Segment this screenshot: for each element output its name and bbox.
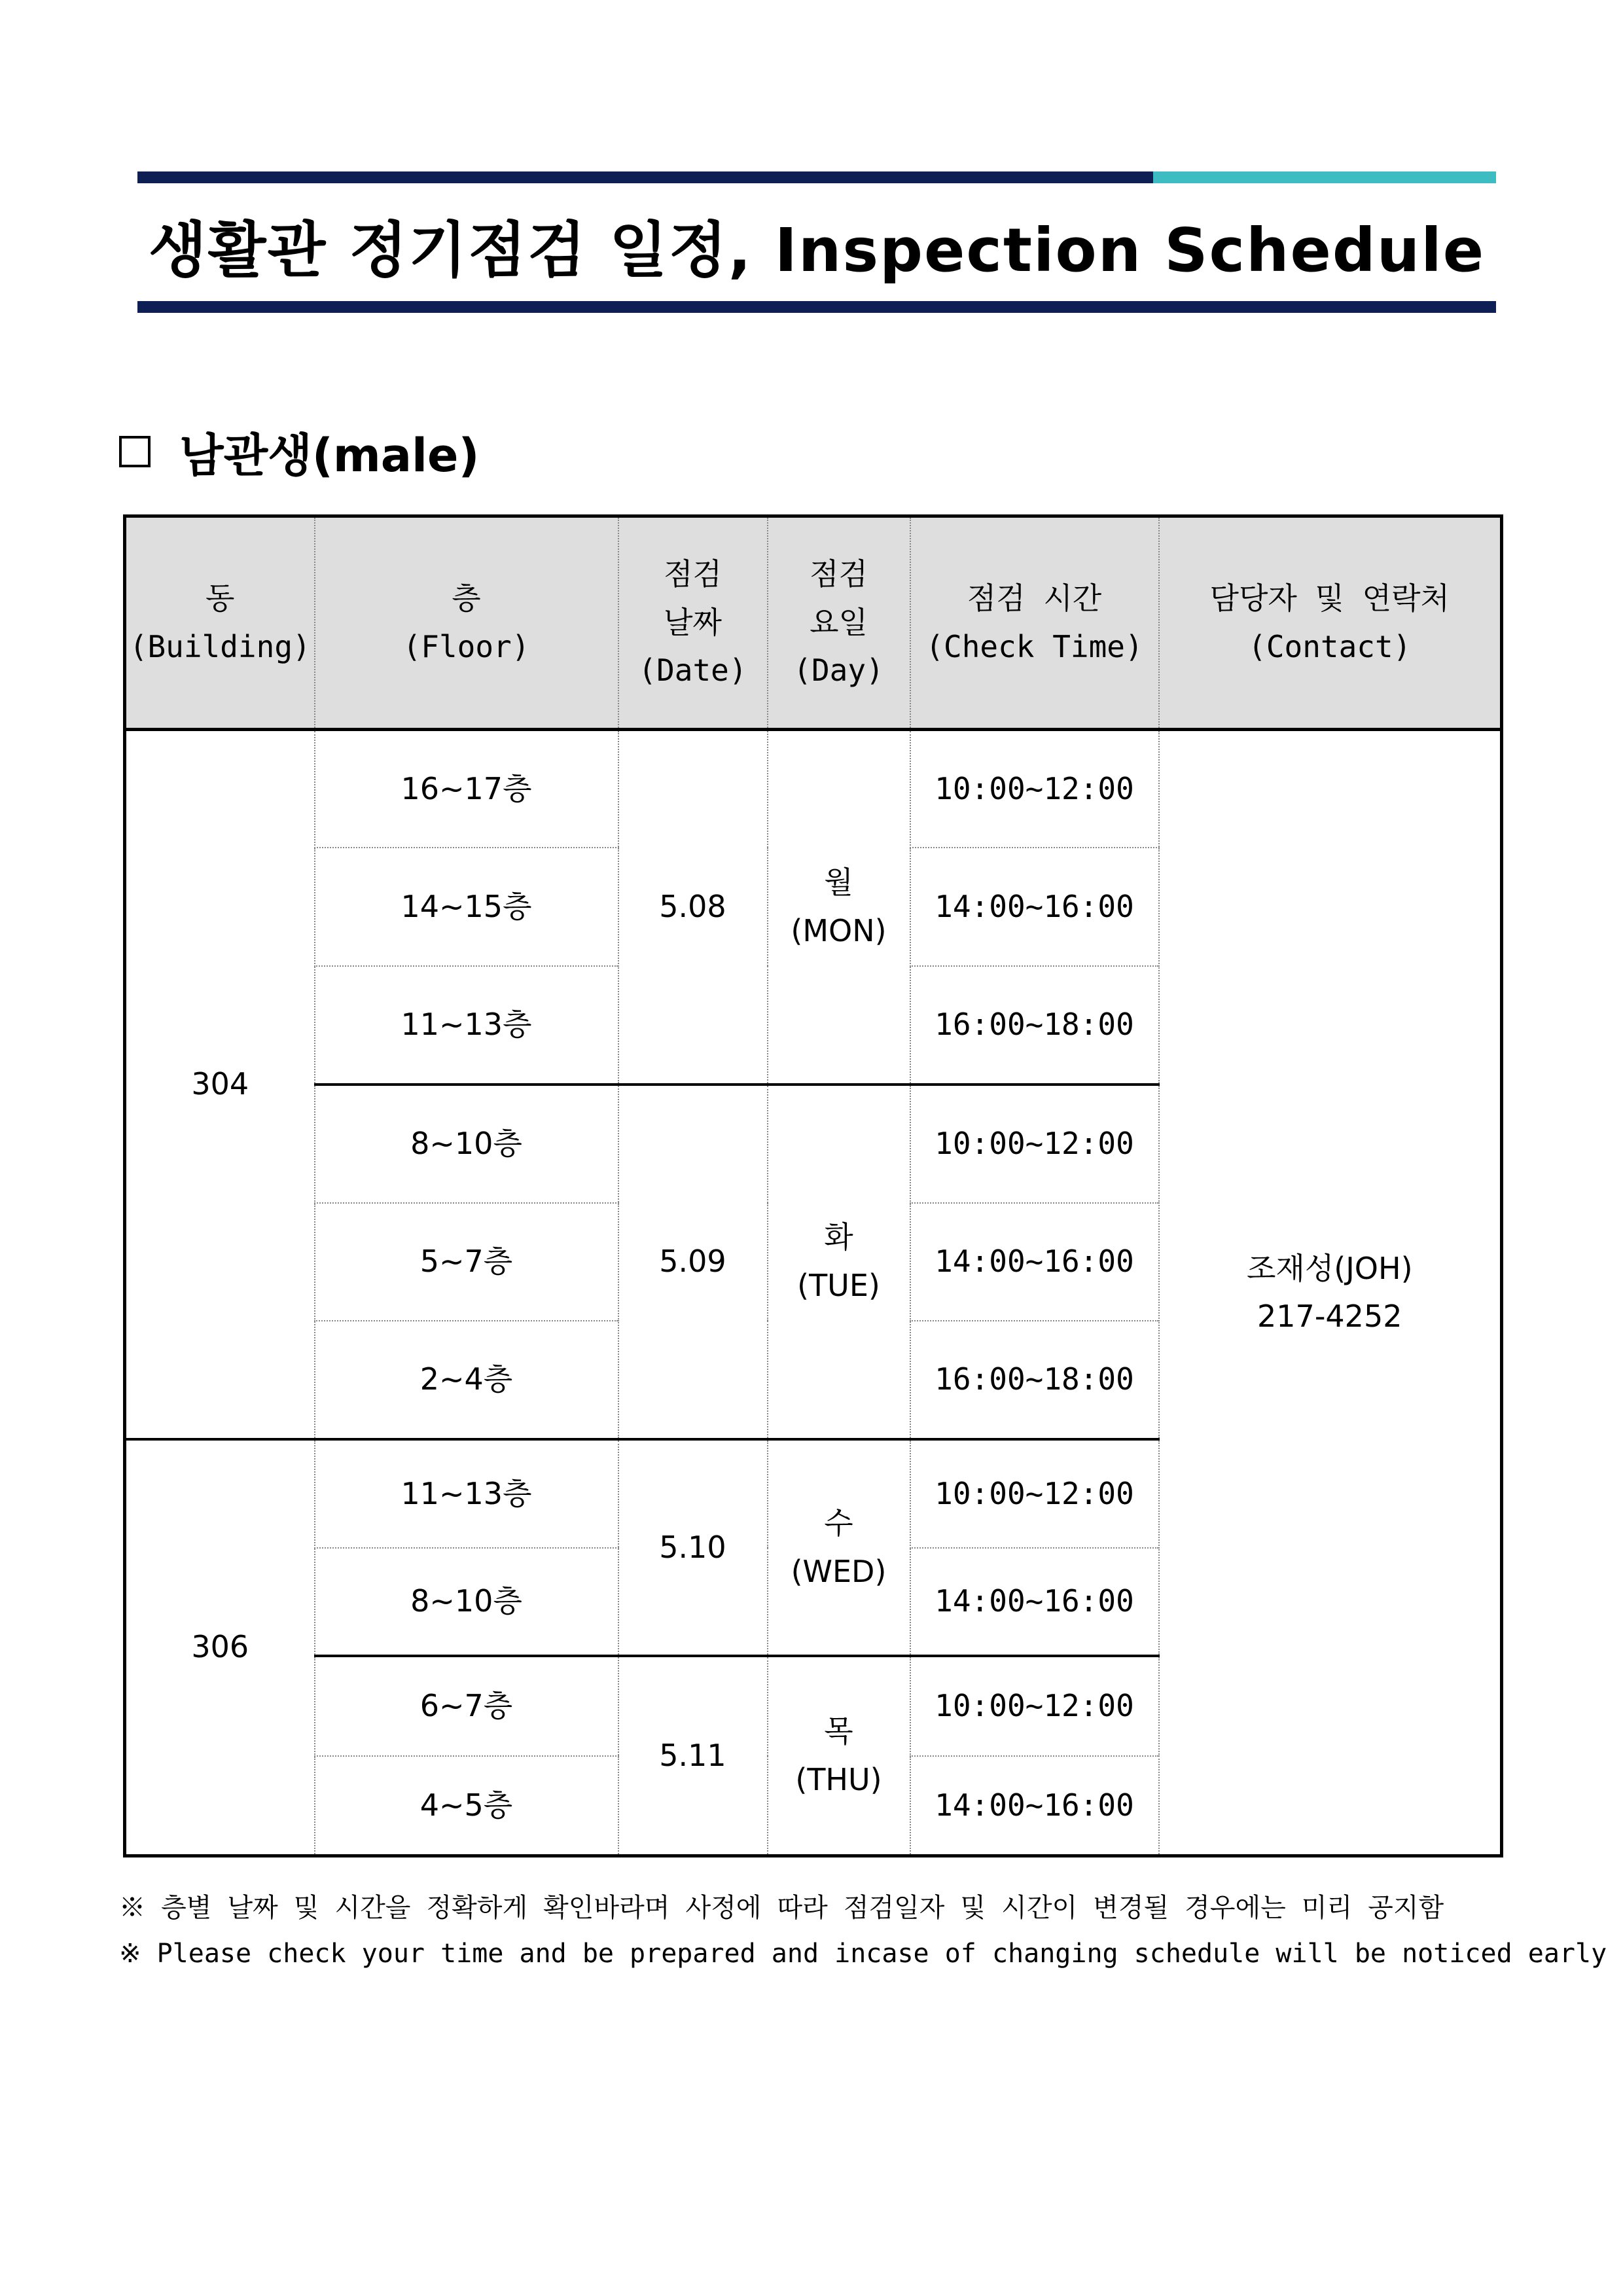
building-cell: 304	[125, 730, 315, 1439]
header-contact: 담당자 및 연락처 (Contact)	[1159, 516, 1502, 730]
time-cell: 14:00~16:00	[910, 1756, 1159, 1856]
time-cell: 10:00~12:00	[910, 730, 1159, 848]
time-cell: 16:00~18:00	[910, 966, 1159, 1085]
time-cell: 10:00~12:00	[910, 1656, 1159, 1756]
table-row	[125, 730, 1502, 848]
header-date: 점검 날짜 (Date)	[618, 516, 768, 730]
date-cell: 5.08	[618, 730, 768, 1085]
floor-cell: 11~13층	[315, 966, 618, 1085]
floor-cell: 2~4층	[315, 1321, 618, 1439]
top-rule-navy	[137, 171, 1153, 183]
top-rule-teal	[1153, 171, 1496, 183]
floor-cell: 5~7층	[315, 1203, 618, 1321]
section-heading	[119, 419, 480, 484]
footnote-korean: ※ 층별 날짜 및 시간을 정확하게 확인바라며 사정에 따라 점검일자 및 시간이 변경될 경우에는 미리 공지함	[119, 1893, 1444, 1923]
date-cell: 5.11	[618, 1656, 768, 1856]
footnote-english: ※ Please check your time and be prepared and incase of changing schedule will be noticed early	[119, 1939, 1607, 1969]
contact-cell	[1159, 730, 1502, 1856]
header-day: 점검 요일 (Day)	[768, 516, 910, 730]
date-cell: 5.10	[618, 1439, 768, 1656]
header-check-time: 점검 시간 (Check Time)	[910, 516, 1159, 730]
footnotes	[119, 1885, 1607, 1977]
title-top-rule	[137, 171, 1496, 183]
floor-cell: 11~13층	[315, 1439, 618, 1548]
time-cell: 10:00~12:00	[910, 1439, 1159, 1548]
floor-cell: 14~15층	[315, 848, 618, 966]
floor-cell: 16~17층	[315, 730, 618, 848]
section-label: 남관생(male)	[179, 428, 480, 482]
floor-cell: 4~5층	[315, 1756, 618, 1856]
page-title: 생활관 정기점검 일정, Inspection Schedule	[148, 215, 1486, 285]
title-bottom-rule	[137, 301, 1496, 313]
time-cell: 14:00~16:00	[910, 1548, 1159, 1657]
time-cell: 14:00~16:00	[910, 1203, 1159, 1321]
day-cell: 수 (WED)	[768, 1439, 910, 1656]
empty-square-icon	[119, 436, 151, 467]
building-cell: 306	[191, 1629, 249, 1665]
header-floor: 층 (Floor)	[315, 516, 618, 730]
floor-cell: 8~10층	[315, 1085, 618, 1203]
table-header-row	[125, 516, 1502, 730]
day-cell: 목 (THU)	[768, 1656, 910, 1856]
inspection-schedule-table	[123, 514, 1503, 1857]
floor-cell: 6~7층	[315, 1656, 618, 1756]
date-cell: 5.09	[618, 1085, 768, 1439]
day-cell: 월 (MON)	[768, 730, 910, 1085]
header-building: 동 (Building)	[125, 516, 315, 730]
day-cell: 화 (TUE)	[768, 1085, 910, 1439]
contact-phone: 217-4252	[1257, 1299, 1402, 1335]
contact-name: 조재성(JOH)	[1246, 1250, 1413, 1286]
time-cell: 10:00~12:00	[910, 1085, 1159, 1203]
time-cell: 16:00~18:00	[910, 1321, 1159, 1439]
floor-cell: 8~10층	[315, 1548, 618, 1657]
time-cell: 14:00~16:00	[910, 848, 1159, 966]
